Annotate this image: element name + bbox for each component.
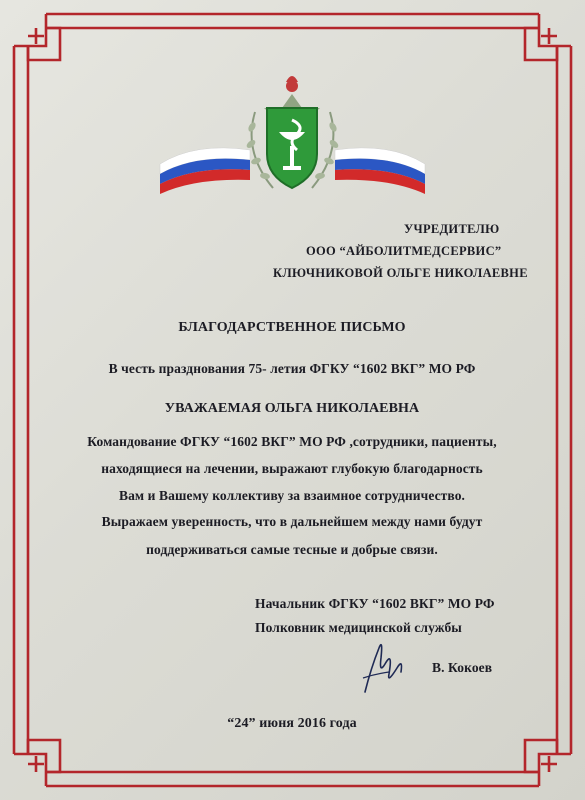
salutation: УВАЖАЕМАЯ ОЛЬГА НИКОЛАЕВНА — [164, 401, 420, 416]
signatory-position-1: Начальник ФГКУ “1602 ВКГ” МО РФ — [255, 596, 495, 611]
recipient-line-1: УЧРЕДИТЕЛЮ — [404, 222, 500, 236]
body-line: находящиеся на лечении, выражают глубокую благодарность — [101, 461, 483, 476]
russian-flag-icon — [160, 148, 250, 194]
recipient-line-3: КЛЮЧНИКОВОЙ ОЛЬГЕ НИКОЛАЕВНЕ — [273, 266, 528, 280]
handwritten-signature — [345, 628, 415, 698]
body-line: Выражаем уверенность, что в дальнейшем между нами будут — [101, 514, 483, 529]
signatory-name: В. Кокоев — [432, 660, 493, 675]
letter-title: БЛАГОДАРСТВЕННОЕ ПИСЬМО — [178, 320, 406, 335]
body-line: Вам и Вашему коллективу за взаимное сотрудничество. — [118, 488, 466, 503]
body-line: поддерживаться самые тесные и добрые связи. — [146, 542, 438, 557]
signatory-position-2: Полковник медицинской службы — [255, 620, 462, 635]
medical-service-emblem-icon — [155, 72, 430, 202]
recipient-line-2: ООО “АЙБОЛИТМЕДСЕРВИС” — [306, 244, 502, 258]
occasion-line: В честь празднования 75- летия ФГКУ “1602 ВКГ” МО РФ — [108, 361, 476, 376]
russian-flag-icon — [335, 148, 425, 194]
letter-date: “24” июня 2016 года — [227, 716, 357, 731]
body-line: Командование ФГКУ “1602 ВКГ” МО РФ ,сотрудники, пациенты, — [87, 434, 497, 449]
